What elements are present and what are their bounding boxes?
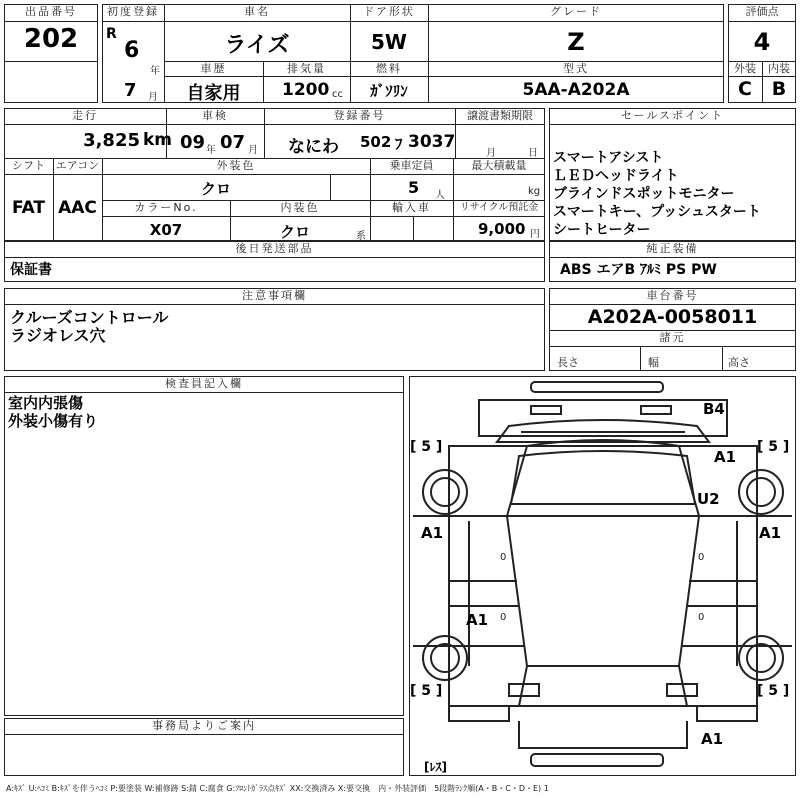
inspector-item: 室内内張傷 [8, 394, 84, 412]
int-color: クロ [279, 223, 310, 241]
damage-a1-right-front: A1 [714, 448, 737, 466]
inspection-month: 07 [220, 132, 246, 153]
transfer-day: 日 [528, 148, 538, 159]
score-label: 評価点 [745, 5, 779, 18]
sales-points-label: セールスポイント [620, 109, 724, 122]
zero-mark: 0 [698, 552, 705, 563]
exterior-label: 外装 [734, 62, 756, 75]
int-color-label: 内装色 [280, 201, 320, 214]
tire-tread-left-rear: [ 5 ] [410, 683, 443, 699]
capacity-unit: 人 [435, 190, 445, 201]
damage-u2: U2 [697, 490, 720, 508]
zero-mark: 0 [698, 612, 705, 623]
recycle-fee: 9,000 [478, 220, 526, 238]
chassis-number: A202A-0058011 [587, 306, 758, 328]
sales-point-item: ＬＥＤヘッドライト [553, 168, 679, 184]
displacement: 1200 [282, 80, 330, 100]
damage-a1-center: A1 [466, 611, 489, 629]
damage-a1-left: A1 [421, 524, 444, 542]
tire-tread-right-rear: [ 5 ] [757, 683, 790, 699]
inspection-label: 車検 [202, 109, 228, 122]
grade: Z [567, 28, 585, 56]
zero-mark: 0 [500, 552, 507, 563]
int-color-unit: 系 [356, 231, 366, 242]
shift: FAT [11, 198, 46, 218]
first-reg-label: 初度登録 [107, 5, 159, 18]
import-label: 輸入車 [392, 201, 431, 214]
max-load-unit: kg [528, 186, 541, 197]
displacement-label: 排気量 [287, 62, 326, 75]
displacement-unit: cc [332, 89, 343, 100]
inspection-year-unit: 年 [206, 145, 216, 156]
score: 4 [753, 28, 771, 56]
mileage: 3,825 [83, 130, 140, 151]
recycle-label: リサイクル預託金 [459, 202, 539, 213]
transfer-month: 月 [486, 148, 496, 159]
history: 自家用 [186, 83, 241, 104]
spare-tire-note: [ﾚｽ] [424, 760, 447, 774]
lot-label: 出品番号 [25, 5, 77, 18]
history-label: 車歴 [200, 62, 227, 75]
sales-point-item: ブラインドスポットモニター [553, 186, 735, 202]
interior-grade: B [771, 78, 787, 100]
inspector-item: 外装小傷有り [8, 412, 99, 430]
office-label: 事務局よりご案内 [152, 719, 256, 732]
equipment-value: ABS エアB ｱﾙﾐ PS PW [560, 262, 717, 278]
model-label: 型式 [563, 62, 589, 75]
car-name: ライズ [224, 33, 290, 58]
sales-point-item: スマートキー、プッシュスタート [553, 204, 761, 220]
inspection-month-unit: 月 [248, 145, 258, 156]
plate-number: 3037 [408, 132, 456, 152]
plate-label: 登録番号 [333, 109, 386, 122]
color-no-label: カラーNo. [134, 201, 198, 214]
plate-kana: ﾌ [395, 135, 403, 153]
ext-color-label: 外装色 [216, 159, 256, 172]
tire-tread-left-front: [ 5 ] [410, 439, 443, 455]
equipment-label: 純正装備 [646, 242, 699, 255]
damage-a1-rear: A1 [701, 730, 724, 748]
fuel-label: 燃料 [376, 62, 402, 75]
note-item: ラジオレス穴 [10, 326, 106, 345]
note-item: クルーズコントロール [10, 308, 169, 327]
spec-length: 長さ [557, 356, 579, 369]
inspection-year: 09 [180, 132, 206, 153]
door-label: ドア形状 [363, 5, 415, 18]
reg-year: 6 [124, 38, 140, 63]
sales-point-item: スマートアシスト [553, 150, 664, 166]
later-parts-value: 保証書 [10, 262, 52, 278]
tire-tread-right-front: [ 5 ] [757, 439, 790, 455]
plate-area: なにわ [288, 137, 339, 157]
reg-month: 7 [124, 80, 137, 101]
later-parts-label: 後日発送部品 [235, 242, 314, 255]
model-code: 5AA-A202A [522, 80, 630, 100]
door-type: 5W [371, 30, 407, 54]
spec-height: 高さ [728, 356, 750, 369]
chassis-label: 車台番号 [646, 289, 699, 302]
lot-number: 202 [23, 24, 79, 54]
car-diagram [409, 376, 796, 776]
legend: A:ｷｽﾞ U:ﾍｺﾐ B:ｷｽﾞを伴うﾍｺﾐ P:要塗装 W:補修跡 S:錆 C:腐食 G:ﾌﾛﾝﾄｶﾞﾗｽ点ｷｽﾞ XX:交換済み X:要交換 内・外装評価 5段階ﾗﾝｸ順(A・B・C・D・E) 1 [6, 784, 549, 793]
fuel: ｶﾞｿﾘﾝ [370, 82, 408, 100]
damage-a1-right: A1 [759, 524, 782, 542]
grade-label: グレード [550, 5, 602, 18]
car-name-label: 車名 [244, 5, 270, 18]
transfer-label: 譲渡書類期限 [467, 109, 533, 122]
era: R [106, 26, 117, 42]
mileage-unit: km [143, 130, 173, 150]
exterior-grade: C [738, 78, 752, 100]
ac: AAC [58, 198, 97, 218]
recycle-unit: 円 [530, 229, 540, 240]
ext-color: クロ [200, 180, 231, 198]
inspector-label: 検査員記入欄 [165, 377, 243, 390]
year-unit: 年 [150, 66, 160, 77]
interior-label: 内装 [768, 62, 790, 75]
ac-label: エアコン [55, 159, 100, 172]
shift-label: シフト [12, 159, 45, 172]
plate-class: 502 [360, 133, 392, 151]
specs-label: 諸元 [659, 331, 686, 344]
zero-mark: 0 [500, 612, 507, 623]
capacity: 5 [408, 178, 420, 197]
max-load-label: 最大積載量 [471, 159, 527, 172]
sales-point-item: シートヒーター [553, 222, 651, 238]
mileage-label: 走行 [72, 109, 98, 122]
spec-width: 幅 [648, 356, 659, 369]
notes-label: 注意事項欄 [242, 289, 307, 302]
color-no: X07 [149, 221, 183, 239]
month-unit: 月 [148, 92, 158, 103]
capacity-label: 乗車定員 [389, 159, 434, 172]
damage-b4: B4 [703, 400, 725, 418]
